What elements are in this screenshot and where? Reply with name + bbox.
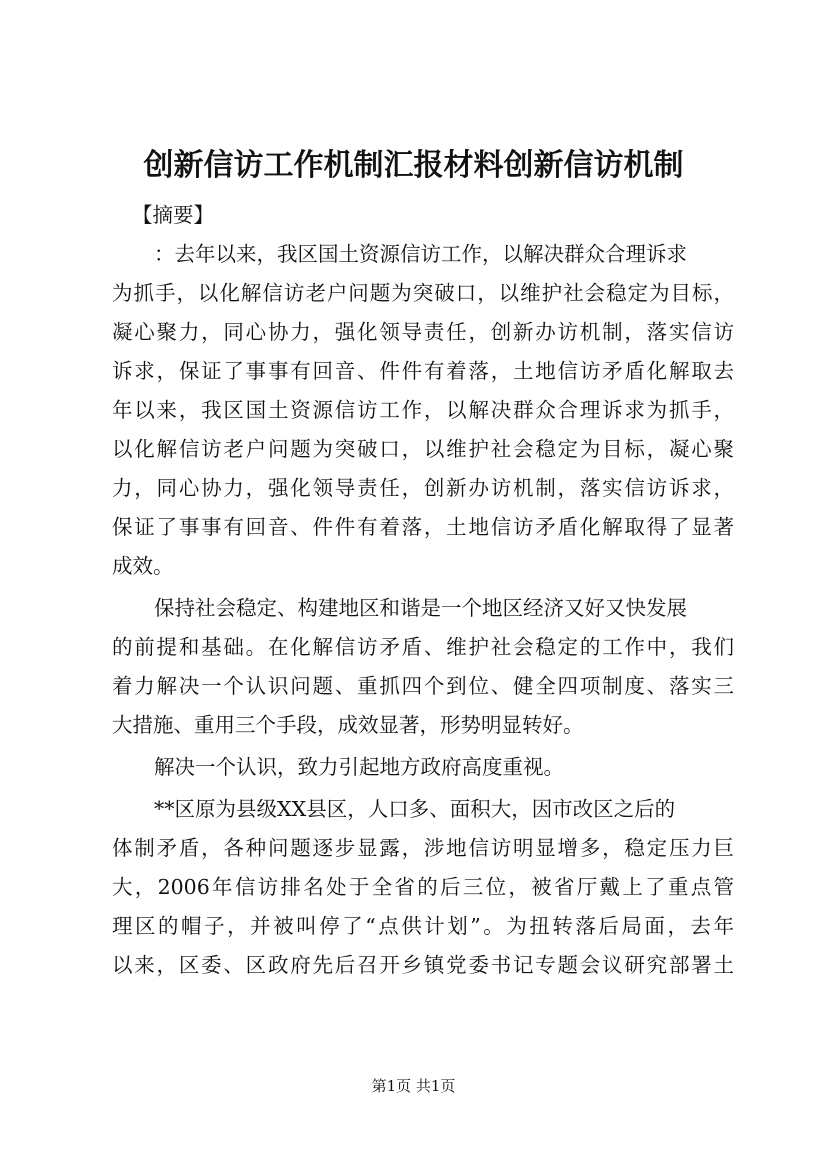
paragraph-1-line-3: 凝心聚力，同心协力，强化领导责任，创新办访机制，落实信访: [112, 320, 734, 344]
paragraph-4-line-3: 大，2006年信访排名处于全省的后三位，被省厅戴上了重点管: [112, 875, 734, 899]
paragraph-3-line-1: 解决一个认识，致力引起地方政府高度重视。: [154, 755, 564, 779]
paragraph-1-line-9: 成效。: [112, 554, 174, 578]
paragraph-4-line-5: 以来，区委、区政府先后召开乡镇党委书记专题会议研究部署土: [112, 953, 734, 977]
paragraph-1-line-5: 年以来，我区国土资源信访工作，以解决群众合理诉求为抓手，: [112, 398, 734, 422]
paragraph-1-line-4: 诉求，保证了事事有回音、件件有着落，土地信访矛盾化解取去: [112, 359, 734, 383]
page-footer: 第1页 共1页: [371, 1077, 456, 1095]
paragraph-4-line-1: **区原为县级XX县区，人口多、面积大，因市改区之后的: [154, 797, 676, 821]
paragraph-2-line-1: 保持社会稳定、构建地区和谐是一个地区经济又好又快发展: [154, 596, 687, 620]
abstract-label: 【摘要】: [132, 203, 214, 227]
paragraph-2-line-3: 着力解决一个认识问题、重抓四个到位、健全四项制度、落实三: [112, 674, 734, 698]
paragraph-1-line-2: 为抓手，以化解信访老户问题为突破口，以维护社会稳定为目标，: [112, 281, 734, 305]
paragraph-1-line-7: 力，同心协力，强化领导责任，创新办访机制，落实信访诉求，: [112, 476, 734, 500]
paragraph-1-line-6: 以化解信访老户问题为突破口，以维护社会稳定为目标，凝心聚: [112, 437, 734, 461]
document-body: [112, 196, 734, 985]
paragraph-1-line-8: 保证了事事有回音、件件有着落，土地信访矛盾化解取得了显著: [112, 515, 734, 539]
paragraph-4-line-4: 理区的帽子，并被叫停了“点供计划”。为扭转落后局面，去年: [112, 914, 734, 938]
paragraph-1-line-1: ：去年以来，我区国土资源信访工作，以解决群众合理诉求: [154, 242, 687, 266]
document-title: 创新信访工作机制汇报材料创新信访机制: [143, 148, 684, 183]
paragraph-2-line-2: 的前提和基础。在化解信访矛盾、维护社会稳定的工作中，我们: [112, 635, 734, 659]
paragraph-2-line-4: 大措施、重用三个手段，成效显著，形势明显转好。: [112, 713, 584, 737]
paragraph-4-line-2: 体制矛盾，各种问题逐步显露，涉地信访明显增多，稳定压力巨: [112, 836, 734, 860]
